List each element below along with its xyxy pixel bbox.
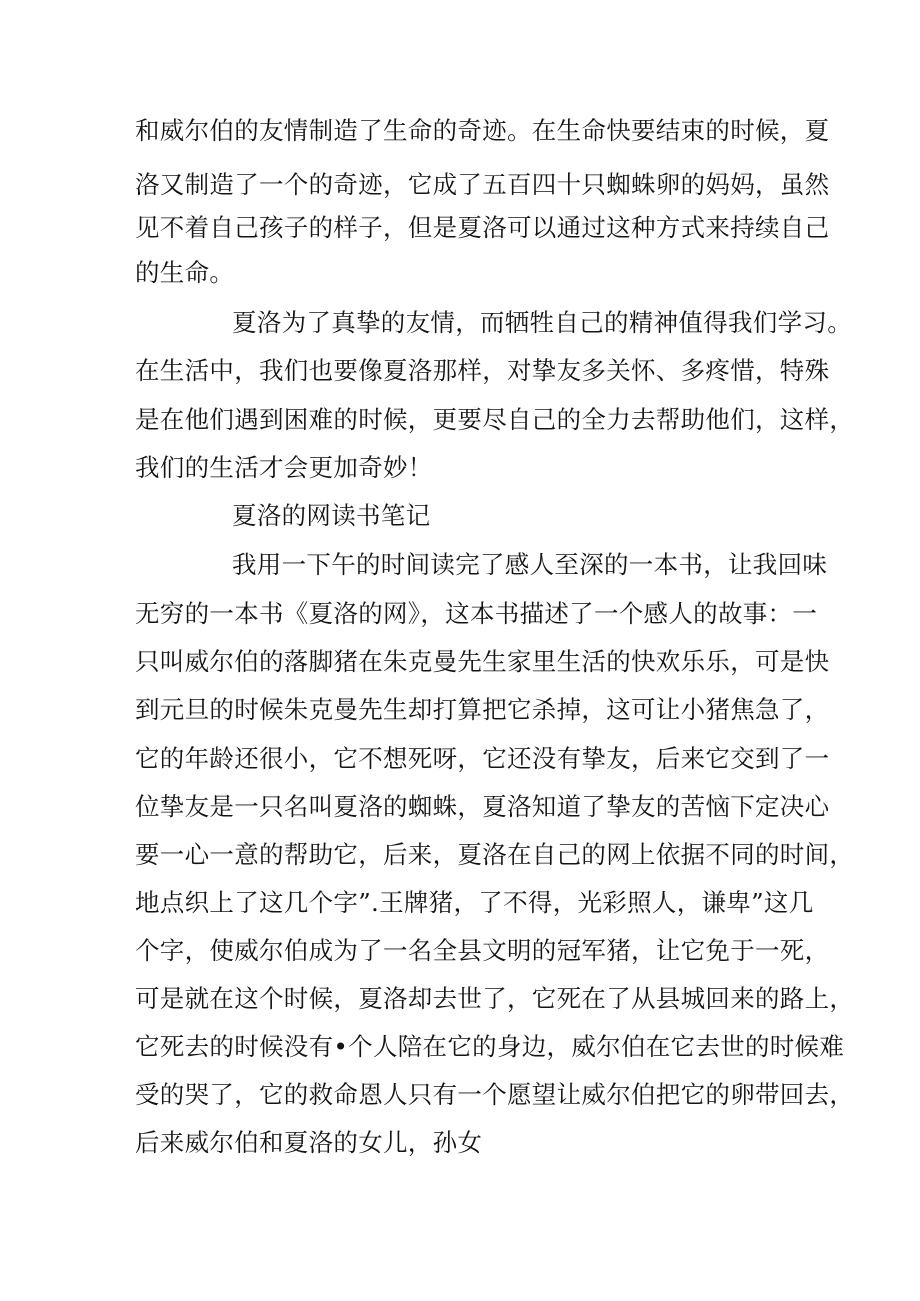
paragraph-1-line-1: 和威尔伯的友情制造了生命的奇迹。在生命快要结束的时候，夏 xyxy=(135,116,830,145)
paragraph-2-line-4: 我们的生活才会更加奇妙！ xyxy=(135,453,433,482)
paragraph-3-line-4: 到元旦的时候朱克曼先生却打算把它杀掉，这可让小猪焦急了， xyxy=(135,695,830,724)
paragraph-1-line-2: 洛又制造了一个的奇迹，它成了五百四十只蜘蛛卵的妈妈，虽然 xyxy=(135,170,830,199)
paragraph-3-line-7: 要一心一意的帮助它，后来，夏洛在自己的网上依据不同的时间， xyxy=(135,840,855,869)
paragraph-3-line-10: 可是就在这个时候，夏洛却去世了，它死在了从县城回来的路上， xyxy=(135,984,855,1013)
section-heading: 夏洛的网读书笔记 xyxy=(232,501,431,530)
paragraph-2-line-2: 在生活中，我们也要像夏洛那样，对挚友多关怀、多疼惜，特殊 xyxy=(135,356,830,385)
paragraph-1-line-4: 的生命。 xyxy=(135,258,235,287)
paragraph-1-line-3: 见不着自己孩子的样子，但是夏洛可以通过这种方式来持续自己 xyxy=(135,213,830,242)
paragraph-3-line-11: 它死去的时候没有•个人陪在它的身边，威尔伯在它去世的时候难 xyxy=(135,1032,845,1061)
paragraph-3-line-12: 受的哭了，它的救命恩人只有一个愿望让威尔伯把它的卵带回去， xyxy=(135,1080,855,1109)
paragraph-2-line-1: 夏洛为了真挚的友情，而牺牲自己的精神值得我们学习。 xyxy=(232,308,852,337)
paragraph-3-line-9: 个字，使威尔伯成为了一名全县文明的冠军猪，让它免于一死， xyxy=(135,936,830,965)
paragraph-2-line-3: 是在他们遇到困难的时候，更要尽自己的全力去帮助他们，这样， xyxy=(135,405,855,434)
paragraph-3-line-2: 无穷的一本书《夏洛的网》，这本书描述了一个感人的故事：一 xyxy=(135,599,818,628)
paragraph-3-line-6: 位挚友是一只名叫夏洛的蜘蛛，夏洛知道了挚友的苦恼下定决心 xyxy=(135,792,830,821)
paragraph-3-line-3: 只叫威尔伯的落脚猪在朱克曼先生家里生活的快欢乐乐，可是快 xyxy=(135,647,830,676)
paragraph-3-line-5: 它的年龄还很小，它不想死呀，它还没有挚友，后来它交到了一 xyxy=(135,744,830,773)
paragraph-3-line-8: 地点织上了这几个字”.王牌猪，了不得，光彩照人，谦卑”这几 xyxy=(135,888,814,917)
paragraph-3-line-1: 我用一下午的时间读完了感人至深的一本书，让我回味 xyxy=(232,550,828,579)
paragraph-3-line-13: 后来威尔伯和夏洛的女儿，孙女 xyxy=(135,1128,483,1157)
